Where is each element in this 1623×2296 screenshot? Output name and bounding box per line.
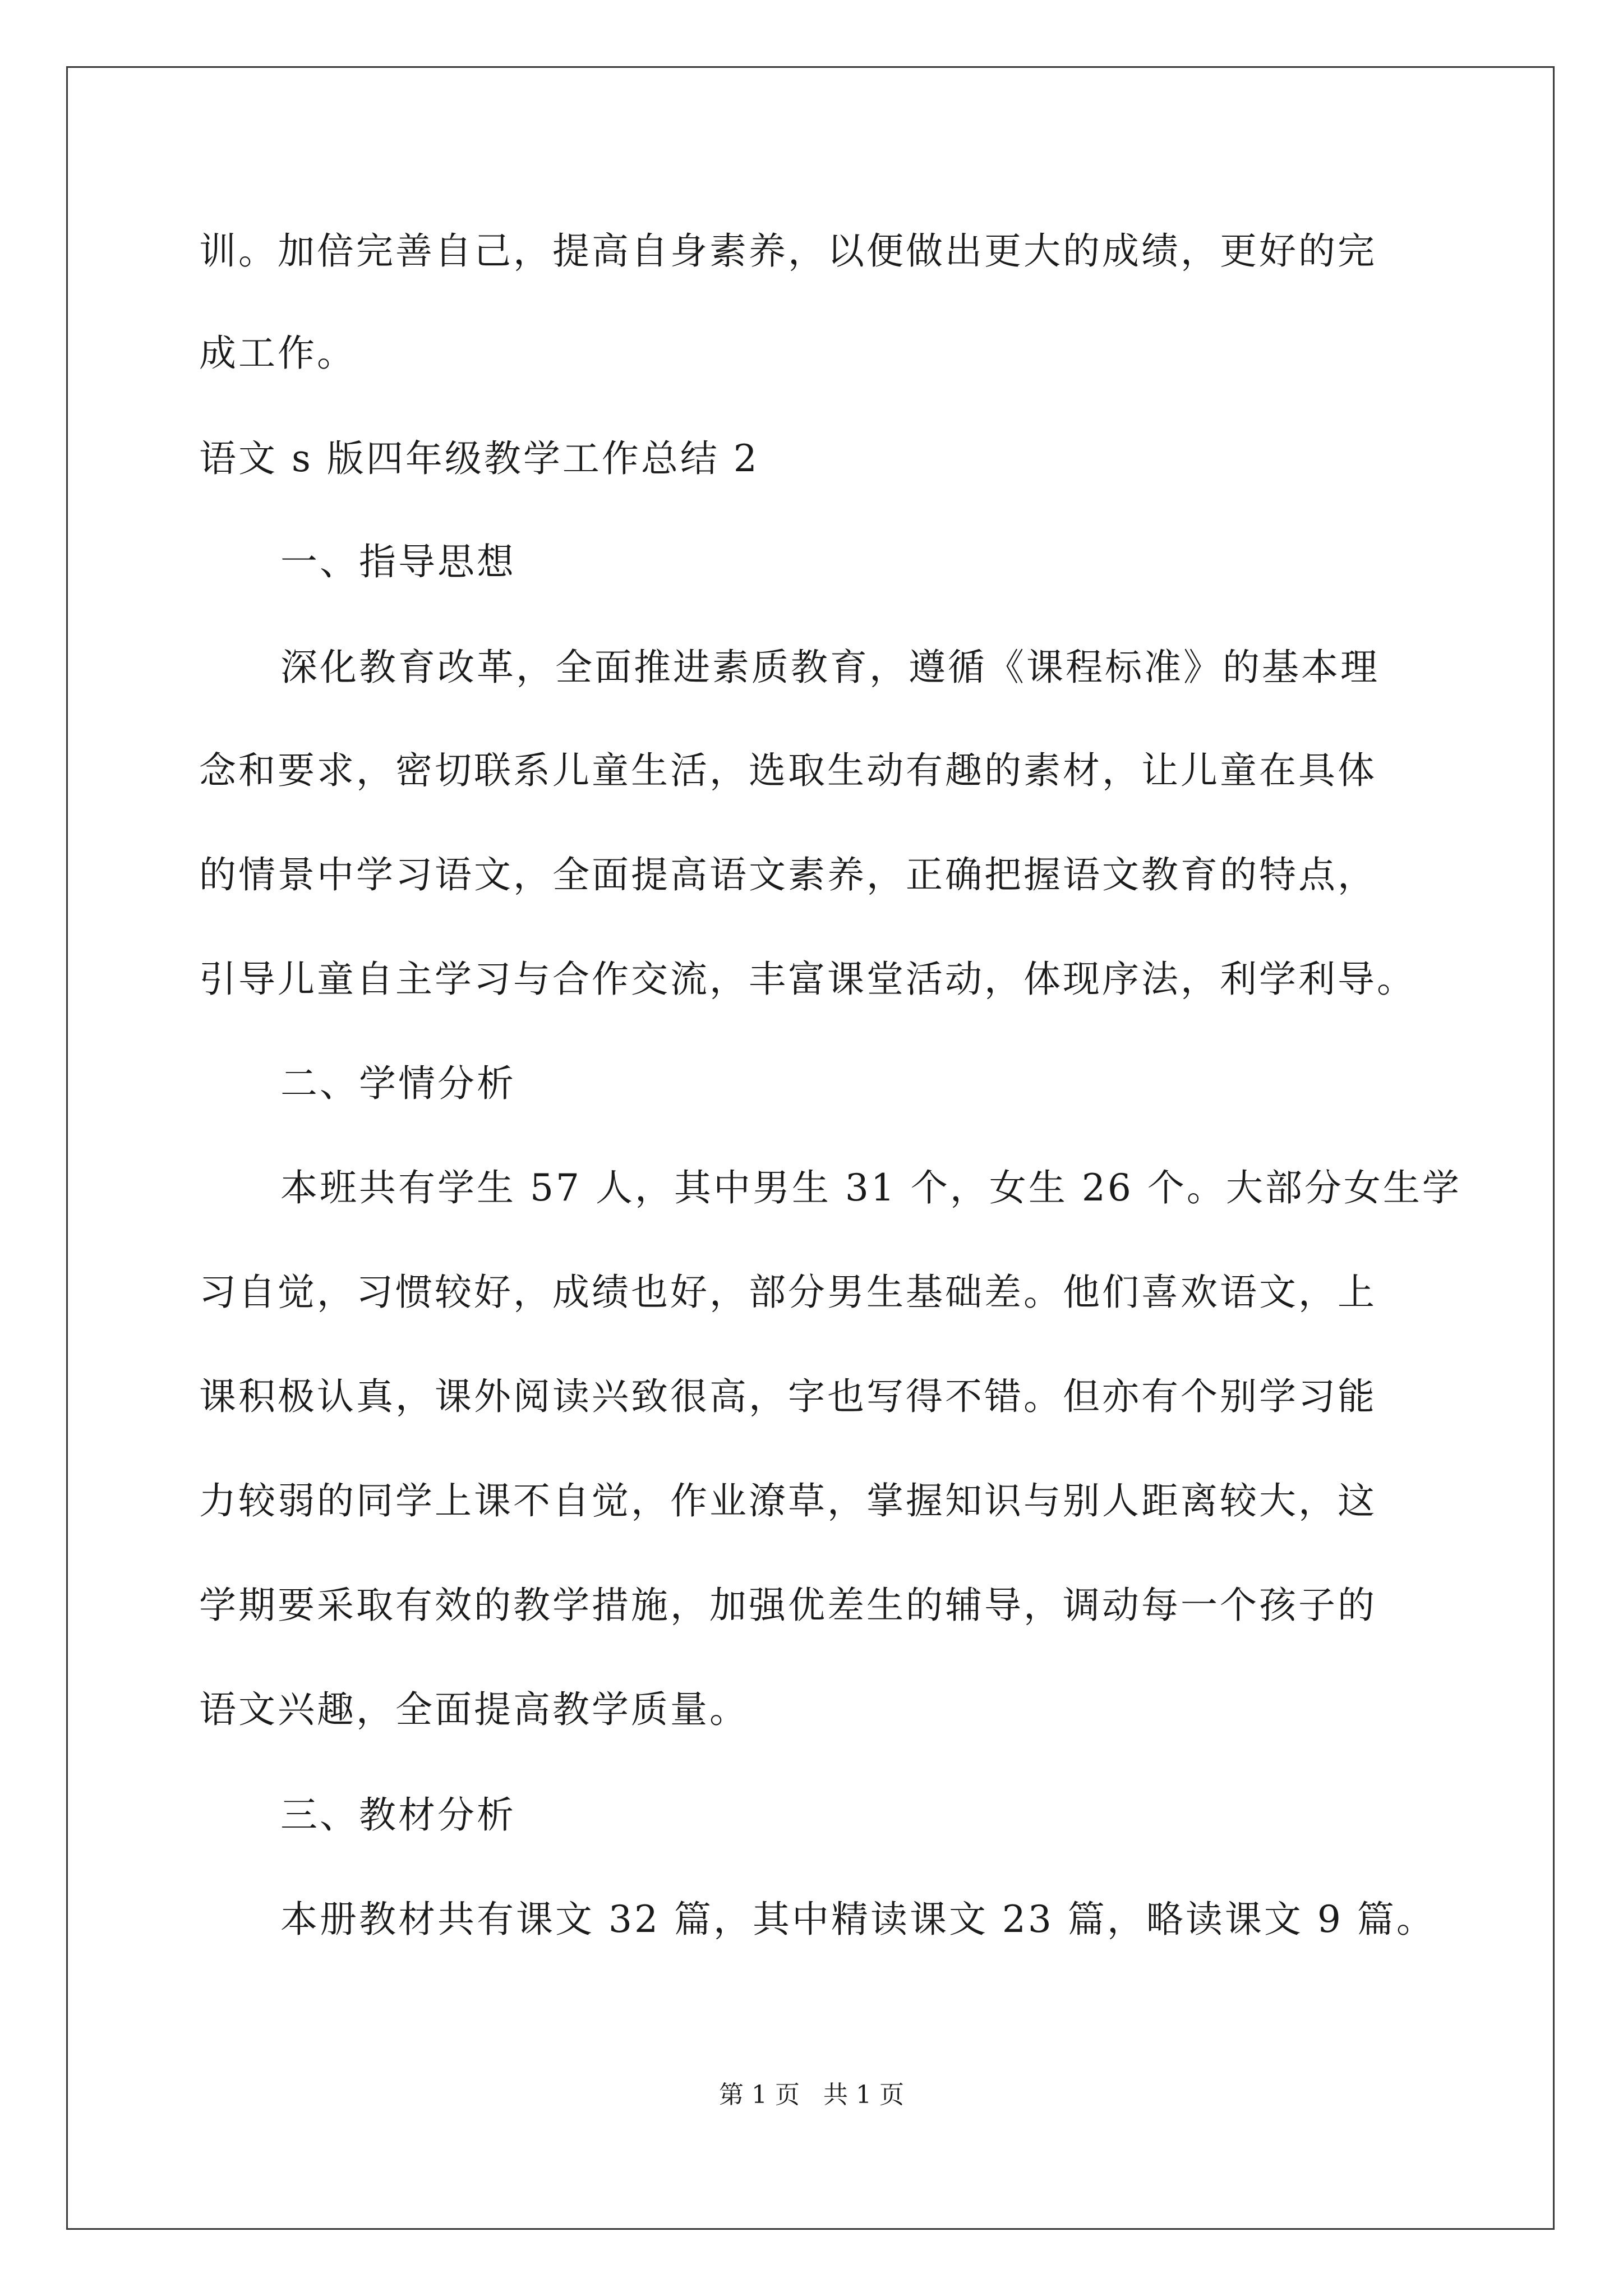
paragraph-line: 念和要求，密切联系儿童生活，选取生动有趣的素材，让儿童在具体 [199,749,1377,792]
paragraph-line: 习自觉，习惯较好，成绩也好，部分男生基础差。他们喜欢语文，上 [199,1271,1377,1314]
paragraph-line: 的情景中学习语文，全面提高语文素养，正确把握语文教育的特点， [199,853,1377,896]
page-footer: 第 1 页 共 1 页 [719,2081,904,2109]
paragraph-line: 本册教材共有课文 32 篇，其中精读课文 23 篇，略读课文 9 篇。 [280,1898,1436,1941]
paragraph-line: 课积极认真，课外阅读兴致很高，字也写得不错。但亦有个别学习能 [199,1375,1377,1418]
paragraph-line: 成工作。 [199,332,356,375]
heading-textbook-analysis: 三、教材分析 [280,1793,516,1837]
paragraph-line: 语文兴趣，全面提高教学质量。 [199,1688,749,1731]
paragraph-line: 深化教育改革，全面推进素质教育，遵循《课程标准》的基本理 [280,646,1380,689]
heading-guiding-ideology: 一、指导思想 [280,540,516,583]
paragraph-line: 力较弱的同学上课不自觉，作业潦草，掌握知识与别人距离较大，这 [199,1479,1377,1522]
paragraph-line: 学期要采取有效的教学措施，加强优差生的辅导，调动每一个孩子的 [199,1584,1377,1627]
paragraph-line: 本班共有学生 57 人，其中男生 31 个，女生 26 个。大部分女生学 [280,1166,1461,1209]
heading-student-analysis: 二、学情分析 [280,1062,516,1105]
section-title: 语文 s 版四年级教学工作总结 2 [199,437,759,480]
paragraph-line: 训。加倍完善自己，提高自身素养，以便做出更大的成绩，更好的完 [199,229,1377,273]
paragraph-line: 引导儿童自主学习与合作交流，丰富课堂活动，体现序法，利学利导。 [199,958,1416,1001]
